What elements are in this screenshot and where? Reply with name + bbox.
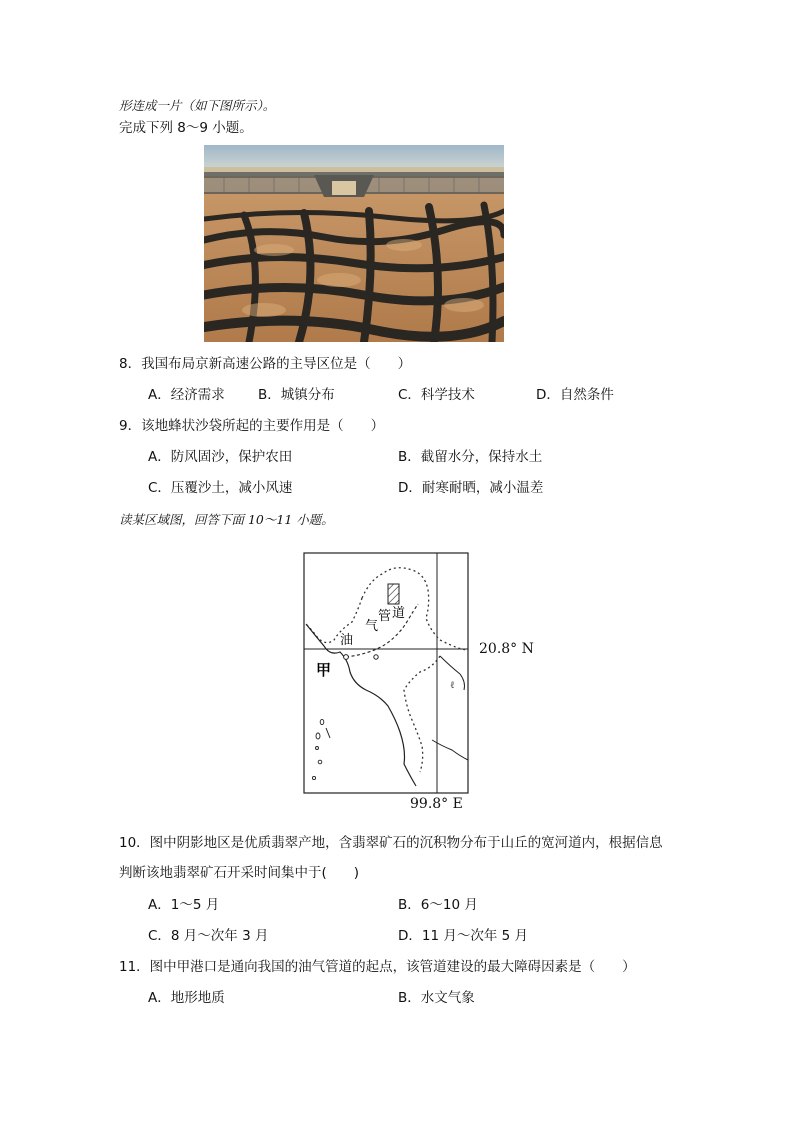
place-label-jia: 甲 [316, 661, 332, 679]
jade-area [388, 584, 399, 604]
intro-line-2: 完成下列 8～9 小题。 [119, 120, 253, 136]
question-9-option-c: C．压覆沙土，减小风速 [148, 480, 293, 496]
intro-line-1: 形连成一片（如下图所示）。 [119, 98, 276, 113]
question-10-stem-line-2: 判断该地翡翠矿石开采时间集中于( ) [119, 865, 360, 881]
question-8-option-b: B．城镇分布 [258, 387, 335, 403]
question-10-stem-line-1: 10．图中阴影地区是优质翡翠产地，含翡翠矿石的沉积物分布于山丘的宽河道内，根据信息 [119, 835, 663, 851]
city-point [374, 655, 378, 659]
question-9-option-b: B．截留水分，保持水土 [398, 449, 543, 465]
latitude-label: 20.8° N [479, 641, 534, 657]
question-11-option-b: B．水文气象 [398, 990, 475, 1006]
eastern-border [404, 656, 440, 772]
question-8-option-a: A．经济需求 [148, 387, 225, 403]
port-point [344, 655, 349, 660]
question-10-option-b: B．6～10 月 [398, 897, 478, 913]
pipeline-char-3: 管 [378, 609, 392, 624]
map-intro: 读某区域图，回答下面 10～11 小题。 [119, 512, 334, 527]
svg-text:ℓ: ℓ [450, 680, 455, 691]
longitude-label: 99.8° E [410, 796, 463, 812]
pipeline-char-2: 气 [365, 619, 379, 634]
islands [312, 719, 323, 779]
question-10-option-c: C．8 月～次年 3 月 [148, 928, 269, 944]
question-11-option-a: A．地形地质 [148, 990, 225, 1006]
question-10-option-a: A．1～5 月 [148, 897, 220, 913]
question-10-option-d: D．11 月～次年 5 月 [398, 928, 529, 944]
question-9-option-d: D．耐寒耐晒，减小温差 [398, 480, 544, 496]
question-11-stem: 11．图中甲港口是通向我国的油气管道的起点，该管道建设的最大障碍因素是（ ） [119, 959, 636, 975]
pipeline-char-4: 道 [392, 606, 406, 621]
question-9-stem: 9．该地蜂状沙袋所起的主要作用是（ ） [119, 418, 385, 434]
coastline [306, 624, 416, 786]
question-8-stem: 8．我国布局京新高速公路的主导区位是（ ） [119, 356, 412, 372]
pipeline-char-1: 油 [340, 633, 354, 648]
question-9-option-a: A．防风固沙，保护农田 [148, 449, 293, 465]
question-8-option-d: D．自然条件 [536, 387, 614, 403]
desert-sandbag-photo [204, 145, 504, 342]
region-map [300, 550, 550, 815]
western-border [306, 598, 362, 643]
question-8-option-c: C．科学技术 [398, 387, 475, 403]
